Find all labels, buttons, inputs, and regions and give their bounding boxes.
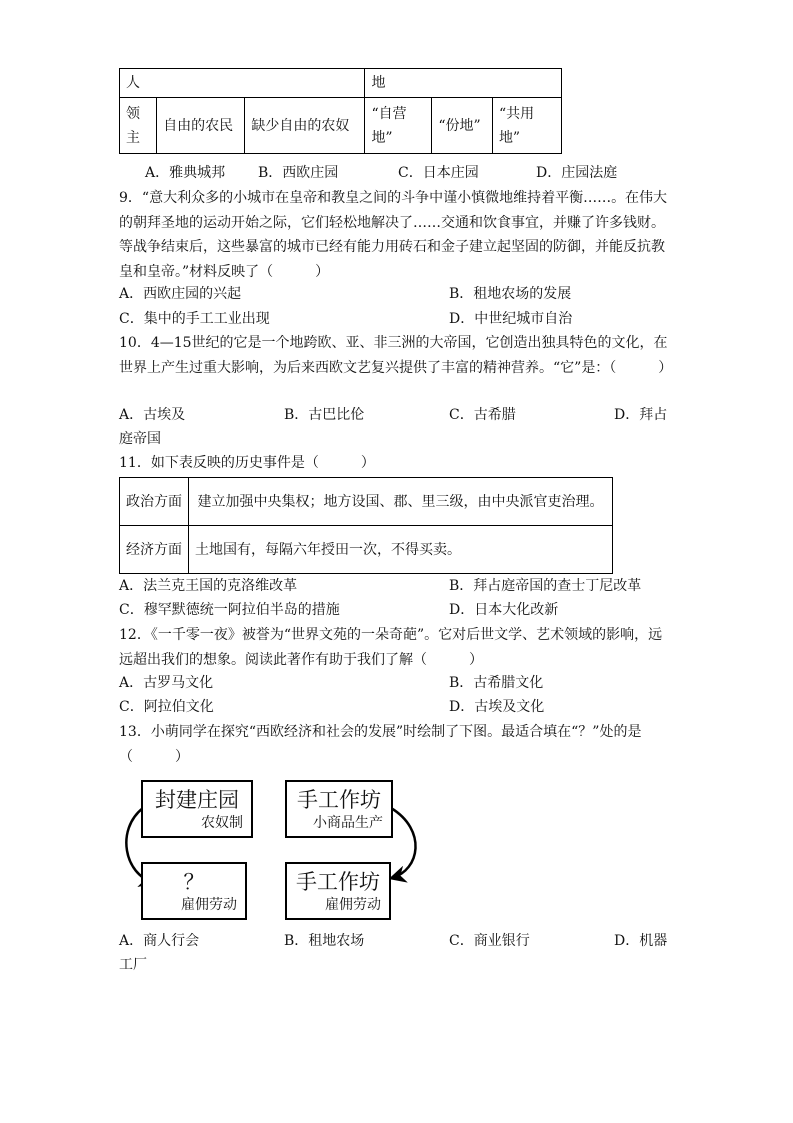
q8-table-cell: “共用地” [492, 98, 561, 154]
box-subtitle: 雇佣劳动 [325, 897, 381, 913]
q10-option-c[interactable]: C．古希腊 [449, 407, 516, 423]
q13-option-d[interactable]: D．机器 [614, 933, 668, 949]
q8-table-cell: 缺少自由的农奴 [245, 98, 365, 154]
q10-option-d-wrap: 庭帝国 [119, 431, 161, 447]
q12-option-a[interactable]: A．古罗马文化 [119, 675, 214, 691]
q10-option-b[interactable]: B．古巴比伦 [284, 407, 365, 423]
q8-option-a[interactable]: A．雅典城邦 [145, 165, 226, 181]
arrow-workshop-to-workshop [391, 808, 416, 878]
q8-table-cell: 地 [365, 69, 562, 98]
box-title: 手工作坊 [297, 788, 381, 812]
q8-table-cell: “份地” [432, 98, 493, 154]
diagram-box-workshop-small-goods [285, 780, 393, 838]
q13-option-c[interactable]: C．商业银行 [449, 933, 530, 949]
box-subtitle: 小商品生产 [313, 815, 383, 831]
q8-option-b[interactable]: B．西欧庄园 [258, 165, 339, 181]
q12-option-b[interactable]: B．古希腊文化 [449, 675, 544, 691]
q12-stem: 12．《一千零一夜》被誉为“世界文苑的一朵奇葩”。它对后世文学、艺术领域的影响，远远超出我们的想象。阅读此著作有助于我们了解（ ） [119, 627, 663, 668]
q10-stem: 10．4—15世纪的它是一个地跨欧、亚、非三洲的大帝国，它创造出独具特色的文化，在世界上产生过重大影响，为后来西欧文艺复兴提供了丰富的精神营养。“它”是：（ ） [119, 335, 673, 376]
diagram-box-unknown [141, 862, 247, 920]
q9-stem: 9．“意大利众多的小城市在皇帝和教皇之间的斗争中谨小慎微地维持着平衡……。在伟大的朝拜圣地的运动开始之际，它们轻松地解决了……交通和饮食事宜，并赚了许多钱财。等战争结束后，这些暴富的城市已经有能力用砖石和金子建立起坚固的防御，并能反抗教皇和皇帝。”材料反映了（ ） [119, 190, 668, 280]
diagram-box-feudal-manor [141, 780, 253, 838]
q12-option-d[interactable]: D．古埃及文化 [449, 699, 545, 715]
q8-table-cell: 人 [120, 69, 365, 98]
q11-row-content: 土地国有，每隔六年授田一次，不得买卖。 [189, 526, 613, 574]
q13-option-b[interactable]: B．租地农场 [284, 933, 365, 949]
q9-option-a[interactable]: A．西欧庄园的兴起 [119, 286, 242, 302]
q13-diagram [115, 770, 435, 930]
q8-table-cell: “自营地” [365, 98, 432, 154]
q9-option-d[interactable]: D．中世纪城市自治 [449, 311, 573, 327]
q11-option-b[interactable]: B．拜占庭帝国的查士丁尼改革 [449, 578, 642, 594]
q11-stem: 11．如下表反映的历史事件是（ ） [119, 455, 375, 471]
q10-option-a[interactable]: A．古埃及 [119, 407, 186, 423]
q11-option-d[interactable]: D．日本大化改新 [449, 602, 559, 618]
q13-option-a[interactable]: A．商人行会 [119, 933, 200, 949]
q8-table-cell: 领主 [120, 98, 157, 154]
q12-option-c[interactable]: C．阿拉伯文化 [119, 699, 214, 715]
box-title: ？ [183, 870, 205, 894]
q8-option-c[interactable]: C．日本庄园 [398, 165, 479, 181]
q11-table [119, 477, 613, 574]
q8-option-d[interactable]: D．庄园法庭 [536, 165, 618, 181]
diagram-box-workshop-hired-labor [285, 862, 391, 920]
q11-row-content: 建立加强中央集权；地方设国、郡、里三级，由中央派官吏治理。 [189, 478, 613, 526]
box-title: 手工作坊 [296, 870, 380, 894]
q11-option-a[interactable]: A．法兰克王国的克洛维改革 [119, 578, 298, 594]
box-subtitle: 雇佣劳动 [181, 897, 237, 913]
box-title: 封建庄园 [155, 788, 239, 812]
q8-table-cell: 自由的农民 [157, 98, 245, 154]
box-subtitle: 农奴制 [201, 815, 243, 831]
q9-option-c[interactable]: C．集中的手工工业出现 [119, 311, 270, 327]
q11-option-c[interactable]: C．穆罕默德统一阿拉伯半岛的措施 [119, 602, 340, 618]
q11-row-label: 经济方面 [120, 526, 189, 574]
q13-stem: 13．小萌同学在探究“西欧经济和社会的发展”时绘制了下图。最适合填在“？”处的是（ ） [119, 724, 642, 765]
q8-table [119, 68, 562, 154]
q11-row-label: 政治方面 [120, 478, 189, 526]
q9-option-b[interactable]: B．租地农场的发展 [449, 286, 572, 302]
q13-option-d-wrap: 工厂 [119, 957, 147, 973]
q10-option-d[interactable]: D．拜占 [614, 407, 668, 423]
